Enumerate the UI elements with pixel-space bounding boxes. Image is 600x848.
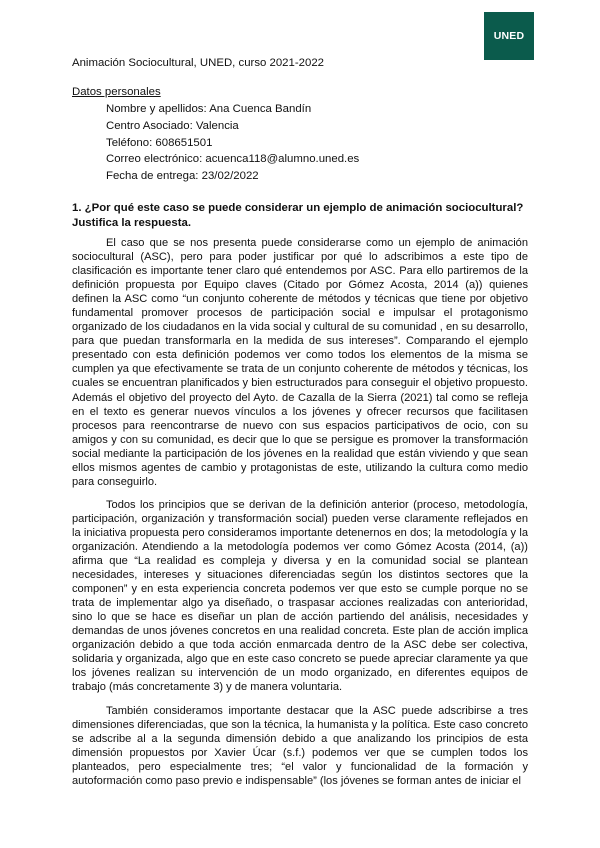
personal-data-section [72,84,359,185]
study-center: Centro Asociado: Valencia [106,119,239,132]
delivery-date: Fecha de entrega: 23/02/2022 [106,170,259,183]
student-name: Nombre y apellidos: Ana Cuenca Bandín [106,103,312,115]
document-header: Animación Sociocultural, UNED, curso 2021-2022 [72,57,324,69]
answer-body [72,236,528,797]
personal-data-fields [106,101,359,185]
personal-data-heading: Datos personales [72,86,161,98]
paragraph: El caso que se nos presenta puede considerarse como un ejemplo de animación sociocultural (ASC), pero para poder justificar por qué lo adscribimos a este tipo de clasificación es importante tener claro qué entendemos por ASC. Para ello partiremos de la definición propuesta por Equipo claves (Citado por Gómez Acosta, 2014 (a)) quienes definen la ASC como “un conjunto coherente de métodos y técnicas que tiene por objetivo fundamental promover procesos de participación social e impulsar el protagonismo organizado de los ciudadanos en la vida social y cultural de su comunidad , en su desarrollo, para que puedan transformarla en la medida de sus intereses”. Comparando el ejemplo presentado con esta definición podemos ver como todos los elementos de la misma se cumplen ya que efectivamente se trata de un conjunto coherente de métodos y técnicas, los cuales se encuentran planificados y bien estructurados para conseguir el objetivo propuesto. Además el objetivo del proyecto del Ayto. de Cazalla de la Sierra (2021) tal como se refleja en el texto es generar nuevos vínculos a los jóvenes y ofrecer recursos que facilitasen procesos para reencontrarse de nuevo con sus espacios participativos de ocio, con su amigos y con su comunidad, es decir que lo que se persigue es promover la transformación social mediante la participación de los jóvenes en la realidad que están viviendo y que sean ellos mismos agentes de cambio y protagonistas de este, utilizando la cultura como medio para conseguirlo. [72,237,528,488]
paragraph: Todos los principios que se derivan de la definición anterior (proceso, metodología, participación, organización y transformación social) pueden verse claramente reflejados en la iniciativa propuesta pero consideramos importante detenernos en dos; la metodología y la organización. Atendiendo a la metodología podemos ver como Gómez Acosta (2014, (a)) afirma que “La realidad es compleja y diversa y en la comunidad social se plantean necesidades, intereses y situaciones diferenciadas según los distintos sectores que la componen” y en esta experiencia concreta podemos ver que esto se cumple porque no se trata de implementar algo ya diseñado, o traspasar acciones realizadas con anterioridad, sino lo que se hace es diseñar un plan de acción partiendo del análisis, necesidades y demandas de unos jóvenes concretos en una realidad concreta. Este plan de acción implica organización debido a que toda acción enmarcada dentro de la ASC debe ser colectiva, solidaria y organizada, algo que en este caso concreto se puede apreciar claramente ya que los jóvenes realizan su intervención de un modo organizado, en diferentes equipos de trabajo (más concretamente 3) y de manera voluntaria. [72,498,528,694]
uned-logo [484,12,534,60]
email-address: Correo electrónico: acuenca118@alumno.uned.es [106,153,360,166]
phone-number: Teléfono: 608651501 [106,136,213,149]
question-heading: 1. ¿Por qué este caso se puede considerar un ejemplo de animación sociocultural? Justifica la respuesta. [72,202,524,229]
paragraph: También consideramos importante destacar que la ASC puede adscribirse a tres dimensiones diferenciadas, que son la técnica, la humanista y la política. Este caso concreto se adscribe al a la segunda dimensión debido a que analizando los principios de esta dimensión propuestos por Xavier Úcar (s.f.) podemos ver que se cumplen todos los planteados, pero especialmente tres; “el valor y funcionalidad de la formación y autoformación como paso previo e indispensable” (los jóvenes se forman antes de iniciar el [72,704,528,787]
uned-logo-text: UNED [493,30,525,42]
